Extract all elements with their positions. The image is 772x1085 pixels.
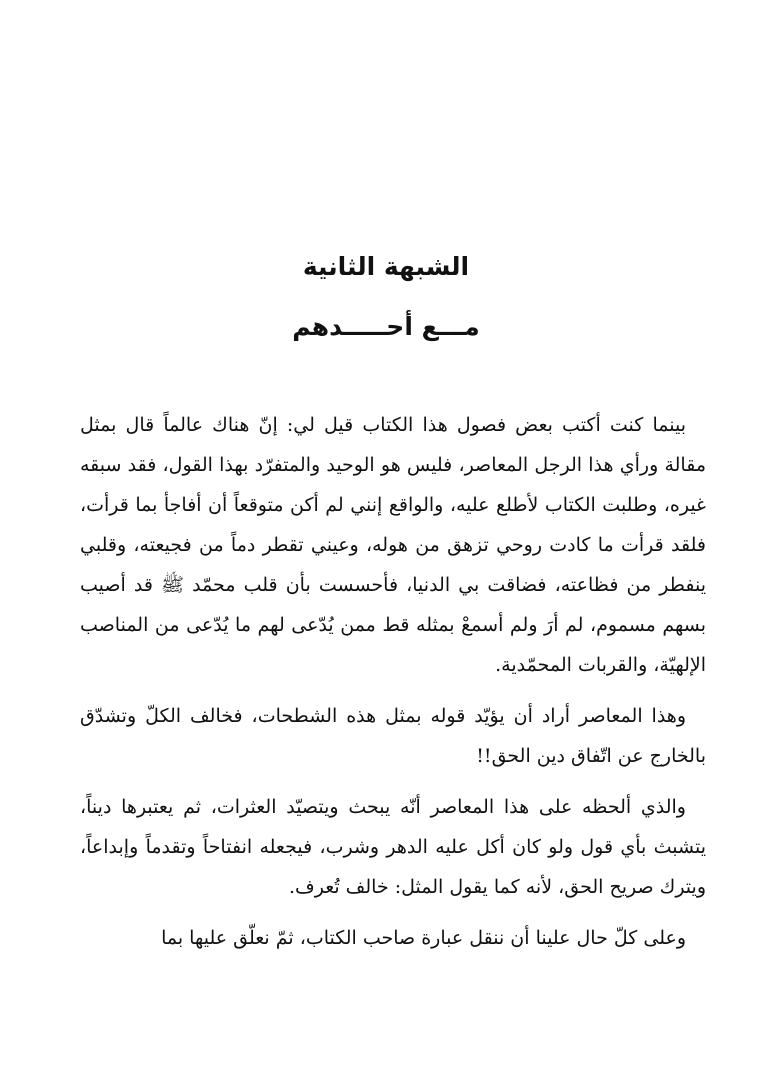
- paragraph-1: بينما كنت أكتب بعض فصول هذا الكتاب قيل لي: إنّ هناك عالماً قال بمثل مقالة ورأي هذا الرجل المعاصر، فليس هو الوحيد والمتفرّد بهذا القول، فقد سبقه غيره، وطلبت الكتاب لأطلع عليه، والواقع إنني لم أكن متوقعاً أن أفاجأ بما قرأت، فلقد قرأت ما كادت روحي تزهق من هوله، وعيني تقطر دماً من فجيعته، وقلبي ينفطر من فظاعته، فضاقت بي الدنيا، فأحسست بأن قلب محمّد ﷺ قد أصيب بسهم مسموم، لم أرَ ولم أسمعْ بمثله قط ممن يُدّعى لهم ما يُدّعى من المناصب الإلهيّة، والقربات المحمّدية.: [80, 414, 706, 676]
- paragraph-4: وعلى كلّ حال علينا أن ننقل عبارة صاحب الكتاب، ثمّ نعلّق عليها بما: [161, 927, 686, 949]
- chapter-subtitle: مـــع أحـــــدهم: [292, 312, 480, 341]
- paragraph-2: وهذا المعاصر أراد أن يؤيّد قوله بمثل هذه الشطحات، فخالف الكلّ وتشدّق بالخارج عن اتّفاق دين الحق!!: [80, 705, 706, 767]
- chapter-title: الشبهة الثانية: [302, 252, 470, 281]
- paragraph-3: والذي ألحظه على هذا المعاصر أنّه يبحث ويتصيّد العثرات، ثم يعتبرها ديناً، يتشبث بأي قول ولو كان أكل عليه الدهر وشرب، فيجعله انفتاحاً وتقدماً وإبداعاً، ويترك صريح الحق، لأنه كما يقول المثل: خالف تُعرف.: [80, 796, 706, 898]
- body-text: [80, 405, 706, 958]
